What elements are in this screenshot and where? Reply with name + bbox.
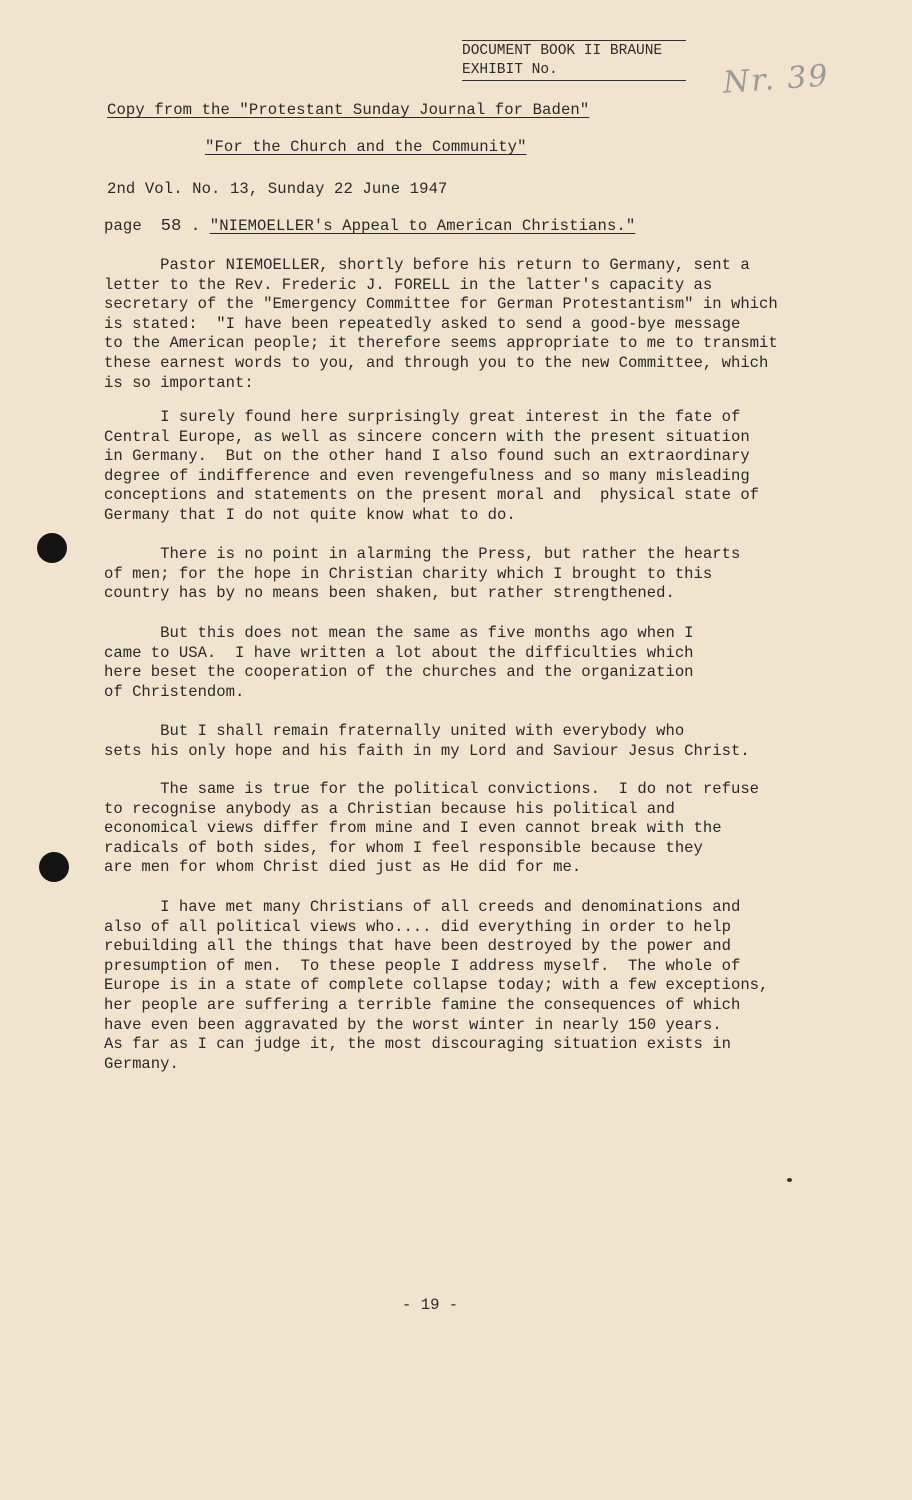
- text-line: Central Europe, as well as sincere concern with the present situation: [104, 427, 750, 446]
- text-line: is so important:: [104, 373, 254, 392]
- text-line: of men; for the hope in Christian charity which I brought to this: [104, 564, 713, 583]
- paragraph-7: [104, 898, 804, 1074]
- text-line: The same is true for the political convictions. I do not refuse: [104, 780, 760, 798]
- text-line: As far as I can judge it, the most discouraging situation exists in: [104, 1035, 731, 1054]
- text-line: sets his only hope and his faith in my Lord and Saviour Jesus Christ.: [104, 741, 750, 760]
- text-line: conceptions and statements on the present moral and physical state of: [104, 486, 760, 505]
- text-line: are men for whom Christ died just as He did for me.: [104, 858, 582, 877]
- exhibit-stamp: [462, 40, 686, 81]
- text-line: Germany.: [104, 1054, 179, 1073]
- handwritten-note: Nr. 39: [721, 58, 831, 101]
- document-book-label: DOCUMENT BOOK II BRAUNE: [462, 43, 663, 59]
- text-line: to the American people; it therefore seems appropriate to me to transmit: [104, 334, 778, 353]
- ink-speck: [787, 1178, 792, 1182]
- copy-source-line: Copy from the "Protestant Sunday Journal for Baden": [107, 101, 590, 119]
- page-label: page: [104, 217, 142, 235]
- paragraph-2: [104, 408, 804, 526]
- issue-line: 2nd Vol. No. 13, Sunday 22 June 1947: [107, 180, 448, 198]
- text-line: to recognise anybody as a Christian because his political and: [104, 799, 675, 818]
- text-line: There is no point in alarming the Press, but rather the hearts: [104, 545, 741, 563]
- text-line: But this does not mean the same as five months ago when I: [104, 624, 694, 642]
- exhibit-number-label: EXHIBIT No.: [462, 62, 558, 78]
- text-line: these earnest words to you, and through you to the new Committee, which: [104, 353, 769, 372]
- text-line: economical views differ from mine and I even cannot break with the: [104, 819, 722, 838]
- text-line: here beset the cooperation of the churches and the organization: [104, 663, 694, 682]
- text-line: presumption of men. To these people I address myself. The whole of: [104, 956, 741, 975]
- text-line: But I shall remain fraternally united with everybody who: [104, 722, 685, 740]
- text-line: I surely found here surprisingly great interest in the fate of: [104, 408, 741, 426]
- paragraph-1: [104, 256, 804, 393]
- text-line: Germany that I do not quite know what to do.: [104, 505, 516, 524]
- text-line: her people are suffering a terrible famine the consequences of which: [104, 995, 741, 1014]
- text-line: Europe is in a state of complete collapse today; with a few exceptions,: [104, 976, 769, 995]
- text-line: Pastor NIEMOELLER, shortly before his return to Germany, sent a: [104, 256, 750, 274]
- text-line: came to USA. I have written a lot about the difficulties which: [104, 643, 694, 662]
- text-line: of Christendom.: [104, 682, 245, 701]
- text-line: country has by no means been shaken, but rather strengthened.: [104, 584, 675, 603]
- text-line: is stated: "I have been repeatedly asked to send a good-bye message: [104, 314, 741, 333]
- page-reference: 58: [160, 217, 182, 236]
- paragraph-3: [104, 545, 804, 604]
- text-line: radicals of both sides, for whom I feel responsible because they: [104, 838, 703, 857]
- text-line: also of all political views who.... did everything in order to help: [104, 917, 731, 936]
- text-line: have even been aggravated by the worst winter in nearly 150 years.: [104, 1015, 722, 1034]
- article-title: "NIEMOELLER's Appeal to American Christians.": [209, 217, 636, 235]
- punch-hole: [37, 533, 67, 563]
- text-line: secretary of the "Emergency Committee for German Protestantism" in which: [104, 295, 778, 314]
- article-heading: page 58 . "NIEMOELLER's Appeal to American Christians.": [104, 217, 636, 236]
- text-line: letter to the Rev. Frederic J. FORELL in the latter's capacity as: [104, 275, 713, 294]
- text-line: I have met many Christians of all creeds and denominations and: [104, 898, 741, 916]
- text-line: degree of indifference and even revengefulness and so many misleading: [104, 466, 750, 485]
- page-number: - 19 -: [402, 1296, 459, 1314]
- journal-motto: "For the Church and the Community": [205, 138, 527, 156]
- paragraph-5: [104, 722, 804, 761]
- text-line: rebuilding all the things that have been destroyed by the power and: [104, 937, 731, 956]
- punch-hole: [39, 852, 69, 882]
- text-line: in Germany. But on the other hand I also found such an extraordinary: [104, 447, 750, 466]
- paragraph-6: [104, 780, 804, 878]
- paragraph-4: [104, 624, 804, 702]
